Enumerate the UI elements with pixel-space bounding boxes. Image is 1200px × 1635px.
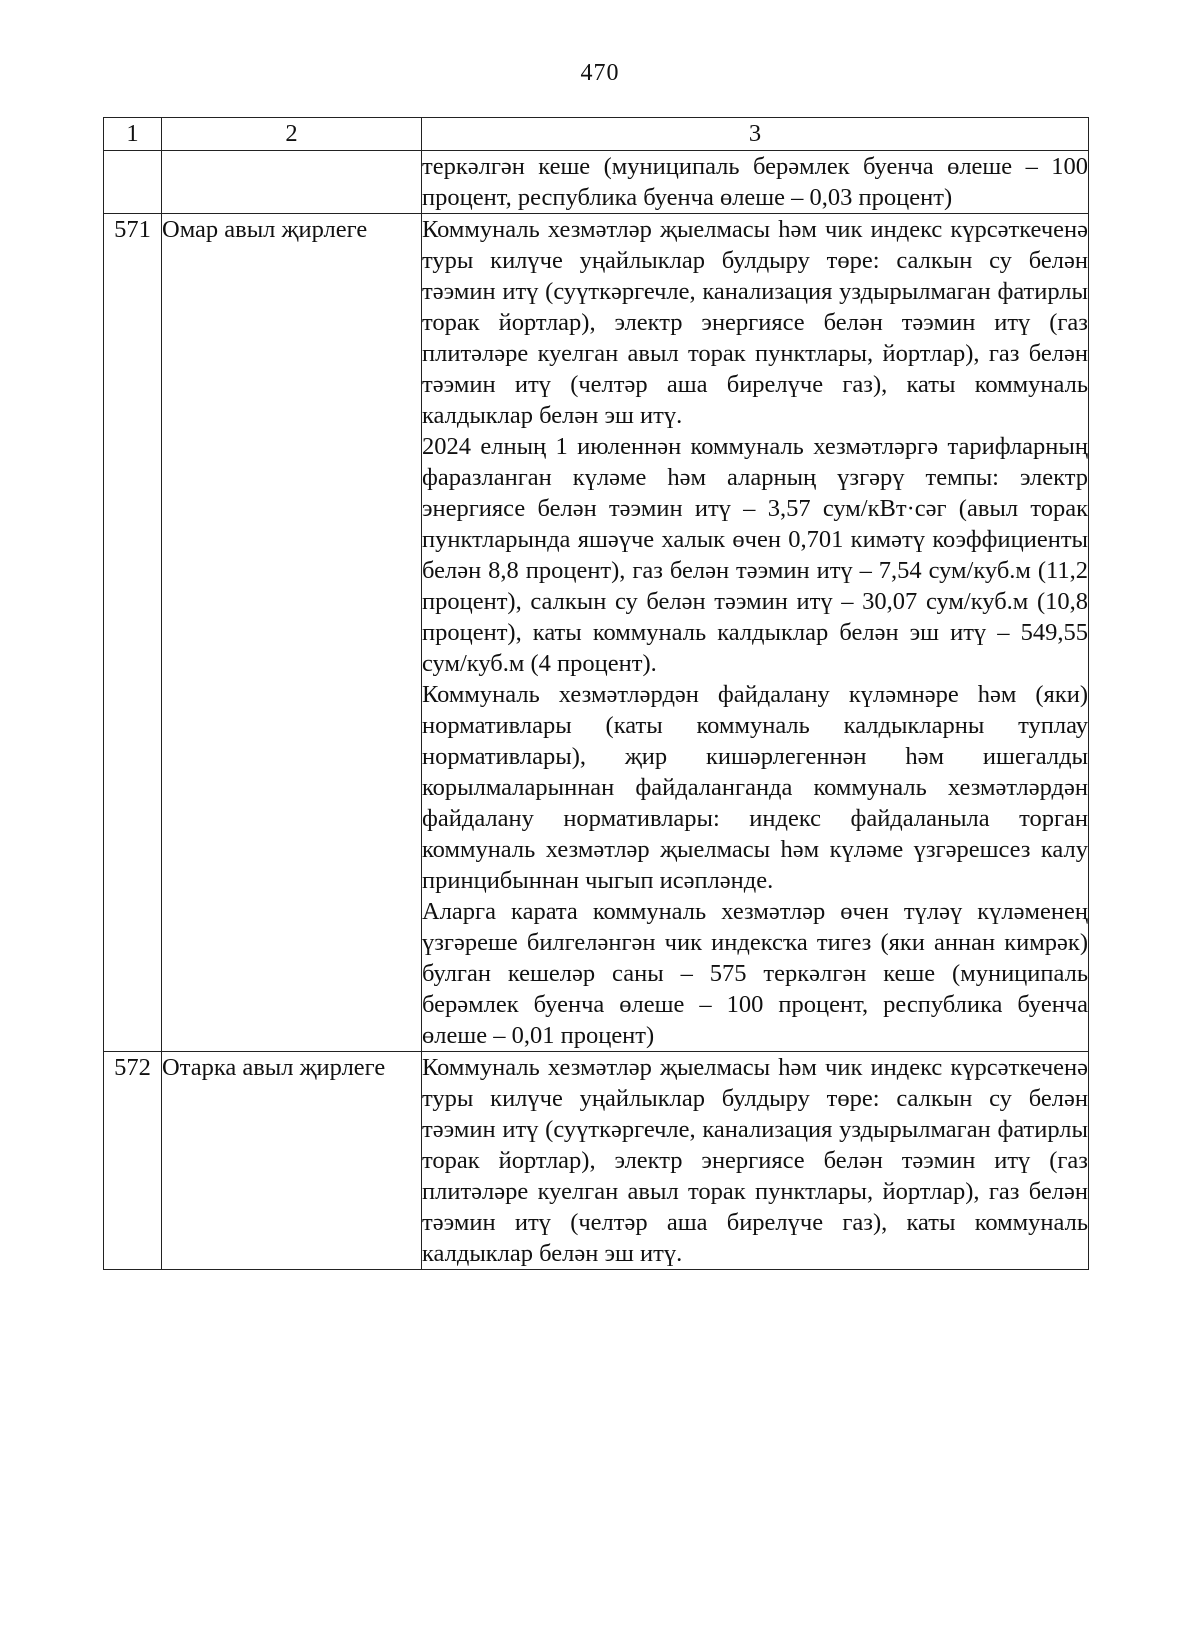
description-paragraph: Коммуналь хезмәтләрдән файдалану күләмнәре һәм (яки) нормативлары (каты коммуналь калдыкларны туплау нормативлары), җир кишәрлегеннән һәм ишегалды корылмаларыннан файдаланганда коммуналь хезмәтләрдән файдалану нормативлары: индекс файдаланыла торган коммуналь хезмәтләр җыелмасы һәм күләме үзгәрешсез калу принцибыннан чыгып исәпләнде. (422, 681, 1088, 894)
description-paragraph: Коммуналь хезмәтләр җыелмасы һәм чик индекс күрсәткеченә туры килүче уңайлыклар булдыру төре: салкын су белән тәэмин итү (суүткәргечле, канализация уздырылмаган фатирлы торак йортлар), электр энергиясе белән тәэмин итү (газ плитәләре куелган авыл торак пунктлары, йортлар), газ белән тәэмин итү (челтәр аша бирелүче газ), каты коммуналь калдыклар белән эш итү. (422, 216, 1088, 429)
row-number: 572 (104, 1052, 162, 1270)
settlement-name: Омар авыл җирлеге (162, 214, 422, 1052)
tariff-table (103, 117, 1089, 1270)
settlement-name (162, 151, 422, 214)
page-number: 470 (580, 60, 620, 86)
table-row (104, 1052, 1089, 1270)
row-description (422, 1052, 1089, 1270)
table-row (104, 151, 1089, 214)
settlement-name: Отарка авыл җирлеге (162, 1052, 422, 1270)
column-header-2: 2 (162, 118, 422, 151)
table-row (104, 214, 1089, 1052)
column-header-1: 1 (104, 118, 162, 151)
table-header-row (104, 118, 1089, 151)
row-description (422, 214, 1089, 1052)
description-paragraph: 2024 елның 1 июленнән коммуналь хезмәтләргә тарифларның фаразланган күләме һәм аларның үзгәрү темпы: электр энергиясе белән тәэмин итү – 3,57 сум/кВт·сәг (авыл торак пунктларында яшәүче халык өчен 0,701 кимәтү коэффициенты белән 8,8 процент), газ белән тәэмин итү – 7,54 сум/куб.м (11,2 процент), салкын су белән тәэмин итү – 30,07 сум/куб.м (10,8 процент), каты коммуналь калдыклар белән эш итү – 549,55 сум/куб.м (4 процент). (422, 433, 1088, 677)
description-paragraph: Коммуналь хезмәтләр җыелмасы һәм чик индекс күрсәткеченә туры килүче уңайлыклар булдыру төре: салкын су белән тәэмин итү (суүткәргечле, канализация уздырылмаган фатирлы торак йортлар), электр энергиясе белән тәэмин итү (газ плитәләре куелган авыл торак пунктлары, йортлар), газ белән тәэмин итү (челтәр аша бирелүче газ), каты коммуналь калдыклар белән эш итү. (422, 1054, 1088, 1267)
row-number (104, 151, 162, 214)
column-header-3: 3 (422, 118, 1089, 151)
row-description (422, 151, 1089, 214)
description-paragraph: теркәлгән кеше (муниципаль берәмлек буенча өлеше – 100 процент, республика буенча өлеше – 0,03 процент) (422, 153, 1088, 211)
description-paragraph: Аларга карата коммуналь хезмәтләр өчен түләү күләменең үзгәреше билгеләнгән чик индексҡа тигез (яки аннан кимрәк) булган кешеләр саны – 575 теркәлгән кеше (муниципаль берәмлек буенча өлеше – 100 процент, республика буенча өлеше – 0,01 процент) (422, 898, 1088, 1049)
row-number: 571 (104, 214, 162, 1052)
